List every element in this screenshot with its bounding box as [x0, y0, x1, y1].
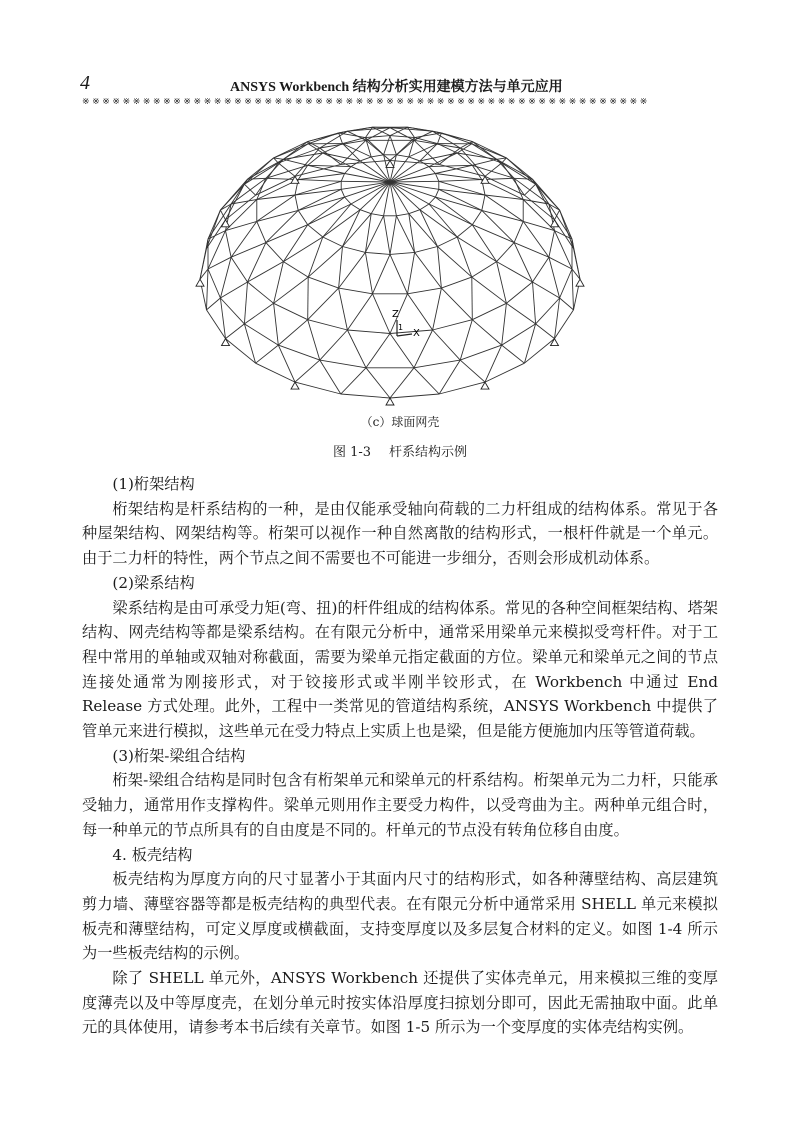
lattice-member: [441, 277, 471, 288]
lattice-member: [308, 225, 323, 237]
lattice-member: [366, 334, 390, 368]
lattice-member: [472, 320, 501, 345]
lattice-member: [485, 176, 524, 195]
lattice-member: [414, 368, 439, 394]
lattice-member: [390, 136, 415, 138]
lattice-member: [295, 195, 298, 210]
lattice-member: [408, 252, 415, 293]
lattice-member: [384, 136, 390, 155]
lattice-member: [220, 298, 244, 324]
lattice-member: [339, 252, 366, 288]
lattice-member: [308, 133, 339, 142]
lattice-member: [295, 382, 341, 394]
lattice-member: [295, 189, 341, 195]
lattice-member: [278, 320, 307, 345]
lattice-member: [351, 204, 360, 210]
lattice-member: [435, 174, 481, 180]
lattice-member: [341, 174, 344, 182]
lattice-member: [497, 243, 514, 262]
lattice-member: [266, 210, 298, 242]
lattice-member: [220, 257, 231, 298]
paragraph: (2)梁系结构: [112, 573, 195, 592]
header-ornament-rule: ※※※※※※※※※※※※※※※※※※※※※※※※※※※※※※※※※※※※※※※※※※※※※※※※※※※※※※※※: [82, 98, 650, 106]
lattice-member: [439, 180, 482, 182]
lattice-member: [248, 262, 284, 282]
lattice-member: [373, 127, 391, 128]
lattice-member: [323, 237, 343, 247]
lattice-member: [390, 252, 415, 254]
lattice-member: [390, 330, 433, 334]
lattice-member: [408, 294, 433, 330]
figure-number: 图 1-3: [332, 445, 372, 460]
lattice-member: [373, 254, 391, 293]
lattice-member: [308, 320, 348, 330]
lattice-member: [208, 269, 220, 298]
lattice-member: [220, 282, 247, 298]
lattice-member: [414, 360, 460, 368]
lattice-member: [549, 257, 572, 269]
lattice-member: [549, 257, 560, 298]
lattice-member: [390, 216, 396, 255]
lattice-member: [308, 320, 320, 360]
lattice-member: [439, 382, 485, 394]
lattice-member: [320, 360, 366, 368]
lattice-member: [514, 243, 532, 282]
lattice-member: [365, 252, 390, 254]
lattice-member: [323, 153, 351, 167]
lattice-member: [226, 231, 232, 258]
paragraph: (1)桁架结构: [112, 475, 195, 493]
lattice-member: [409, 210, 420, 214]
lattice-member: [208, 257, 231, 269]
spherical-lattice-shell-diagram: [190, 112, 590, 412]
lattice-member: [341, 368, 366, 394]
lattice-member: [457, 225, 472, 237]
paragraph: 除了 SHELL 单元外，ANSYS Workbench 还提供了实体壳单元，用来模拟三维的变厚度薄壳以及中等厚度壳，在划分单元时按实体沿厚度扫掠划分即可，因此无需抽取中面。此单元的具体使用，请参考本书后续有关章节。如图 1-5 所示为一个变厚度的实体壳结构实例。: [82, 969, 718, 1037]
lattice-member: [414, 131, 433, 140]
lattice-member: [506, 282, 532, 303]
figure-subcaption: （c）球面网壳: [360, 415, 440, 429]
paragraph: 桁架结构是杆系结构的一种，是由仅能承受轴向荷载的二力杆组成的结构体系。常见于各种屋架结构、网架结构等。桁架可以视作一种自然离散的结构形式，一根杆件就是一个单元。由于二力杆的特性，两个节点之间不需要也不可能进一步细分，否则会形成机动体系。: [82, 499, 718, 568]
lattice-member: [323, 204, 351, 237]
lattice-member: [274, 303, 279, 345]
lattice-member: [283, 237, 322, 262]
lattice-member: [409, 157, 420, 161]
lattice-member: [341, 181, 390, 182]
lattice-member: [207, 210, 221, 248]
paragraph: 桁架-梁组合结构是同时包含有桁架单元和梁单元的杆系结构。桁架单元为二力杆，只能承受轴力，通常用作支撑构件。梁单元则用作主要受力构件，以受弯曲为主。两种单元组合时，每一种单元的节点所具有的自由度是不同的。杆单元的节点没有转角位移自由度。: [82, 771, 718, 839]
lattice-member: [365, 252, 372, 293]
lattice-member: [536, 298, 560, 324]
lattice-member: [502, 163, 536, 184]
lattice-member: [429, 167, 435, 174]
lattice-member: [429, 204, 457, 237]
lattice-member: [298, 180, 341, 182]
lattice-member: [226, 339, 256, 364]
lattice-member: [560, 269, 572, 298]
lattice-member: [295, 360, 320, 382]
lattice-member: [256, 345, 279, 363]
lattice-member: [433, 330, 461, 360]
lattice-member: [390, 160, 439, 164]
lattice-member: [298, 174, 344, 180]
support-symbol: [196, 279, 204, 286]
lattice-member: [347, 330, 390, 334]
lattice-member: [320, 330, 348, 360]
dome-figure: [190, 112, 590, 412]
lattice-member: [536, 324, 555, 339]
support-symbol: [551, 339, 559, 346]
lattice-member: [482, 210, 523, 221]
lattice-member: [429, 153, 457, 167]
lattice-member: [371, 155, 383, 157]
lattice-member: [308, 197, 345, 225]
lattice-member: [390, 127, 408, 128]
lattice-member: [371, 214, 383, 216]
lattice-member: [441, 288, 472, 320]
lattice-member: [409, 144, 438, 157]
lattice-member: [360, 210, 371, 214]
lattice-member: [472, 277, 473, 320]
figure-caption: [0, 441, 800, 460]
lattice-member: [457, 237, 496, 262]
paragraph: 4. 板壳结构: [112, 845, 193, 864]
lattice-member: [345, 197, 351, 204]
lattice-member: [308, 277, 309, 320]
lattice-member: [248, 282, 274, 303]
lattice-member: [433, 288, 442, 330]
lattice-member: [390, 254, 408, 293]
lattice-member: [485, 363, 524, 382]
lattice-member: [533, 282, 560, 298]
lattice-member: [408, 288, 442, 294]
lattice-member: [396, 214, 408, 216]
support-symbol: [386, 160, 394, 167]
figure-title: 杆系结构示例: [389, 445, 468, 460]
lattice-member: [429, 197, 435, 204]
lattice-member: [360, 157, 371, 161]
lattice-member: [472, 303, 506, 319]
page-number: 4: [80, 72, 90, 94]
lattice-member: [244, 303, 273, 324]
lattice-member: [257, 210, 298, 221]
lattice-member: [396, 155, 408, 157]
lattice-member: [497, 262, 533, 282]
lattice-member: [345, 174, 390, 183]
lattice-member: [533, 257, 549, 282]
lattice-member: [460, 360, 485, 382]
lattice-member: [345, 167, 351, 174]
lattice-member: [435, 174, 438, 182]
lattice-member: [278, 142, 307, 164]
lattice-member: [283, 262, 308, 278]
lattice-member: [572, 269, 574, 310]
lattice-member: [266, 243, 284, 262]
lattice-member: [248, 243, 266, 282]
lattice-member: [244, 163, 278, 184]
lattice-member: [524, 339, 554, 364]
lattice-member: [420, 210, 438, 247]
lattice-member: [256, 176, 295, 195]
lattice-member: [373, 294, 391, 334]
lattice-member: [390, 136, 396, 155]
lattice-member: [435, 189, 438, 197]
axis-y-label: 1: [398, 323, 404, 332]
lattice-member: [435, 197, 472, 225]
paragraph: (3)桁架-梁组合结构: [112, 746, 246, 765]
lattice-member: [207, 269, 209, 310]
paragraph: 梁系结构是由可承受力矩(弯、扭)的杆件组成的结构体系。常见的各种空间框架结构、塔架结构、网壳结构等都是梁系结构。在有限元分析中，通常采用梁单元来模拟受弯杆件。对于工程中常用的单轴或双轴对称截面，需要为梁单元指定截面的方位。梁单元和梁单元之间的节点连接处通常为刚接形式，对于铰接形式或半刚半铰形式，在 Workbench 中通过 End Release 方式处理。此外，工程中一类常见的管道结构系统，ANSYS Workbench 中提供了管单元来进行模拟，这些单元在受力特点上实质上也是梁，但是能方便施加内压等管道荷载。: [82, 598, 718, 741]
lattice-member: [341, 189, 344, 197]
lattice-member: [415, 252, 442, 288]
lattice-member: [460, 320, 472, 360]
lattice-member: [420, 204, 429, 210]
lattice-member: [347, 131, 366, 140]
lattice-member: [366, 368, 390, 398]
lattice-member: [308, 288, 339, 320]
lattice-member: [384, 216, 390, 255]
axis-x-label: X: [413, 328, 420, 339]
lattice-member: [365, 127, 372, 137]
lattice-member: [343, 144, 361, 161]
lattice-member: [533, 282, 536, 324]
lattice-member: [560, 210, 574, 248]
lattice-member: [339, 288, 348, 330]
lattice-member: [472, 142, 501, 164]
lattice-member: [308, 277, 338, 288]
lattice-member: [439, 189, 485, 195]
lattice-member: [390, 394, 439, 398]
lattice-member: [441, 133, 472, 142]
lattice-member: [433, 320, 473, 330]
lattice-member: [560, 298, 574, 310]
lattice-member: [514, 221, 523, 242]
running-title: ANSYS Workbench 结构分析实用建模方法与单元应用: [230, 80, 563, 95]
lattice-member: [244, 158, 273, 184]
lattice-member: [343, 210, 361, 247]
lattice-member: [506, 158, 535, 184]
lattice-member: [343, 144, 372, 157]
support-symbol: [576, 279, 584, 286]
lattice-member: [390, 174, 435, 183]
lattice-member: [390, 181, 439, 182]
lattice-member: [226, 324, 245, 339]
lattice-member: [415, 247, 438, 253]
lattice-member: [502, 303, 507, 345]
lattice-member: [341, 394, 390, 398]
lattice-member: [420, 144, 438, 161]
lattice-member: [472, 210, 482, 224]
lattice-member: [482, 195, 485, 210]
lattice-member: [343, 247, 366, 253]
support-symbol: [222, 339, 230, 346]
lattice-member: [472, 262, 497, 278]
lattice-member: [347, 294, 372, 330]
lattice-member: [298, 210, 308, 224]
paragraph: 板壳结构为厚度方向的尺寸显著小于其面内尺寸的结构形式，如各种薄壁结构、高层建筑剪力墙、薄壁容器等都是板壳结构的典型代表。在有限元分析中通常采用 SHELL 单元来模拟板壳和薄壁结构，可定义厚度或横截面，支持变厚度以及多层复合材料的定义。如图 1-4 所示为一些板壳结构的示例。: [82, 870, 718, 963]
lattice-member: [365, 136, 390, 138]
lattice-member: [339, 288, 373, 294]
support-symbol: [386, 398, 394, 405]
lattice-member: [257, 221, 266, 242]
lattice-member: [502, 345, 525, 363]
lattice-member: [244, 184, 255, 195]
lattice-member: [506, 303, 535, 324]
lattice-member: [339, 247, 343, 289]
lattice-member: [244, 282, 247, 324]
lattice-member: [549, 231, 555, 258]
lattice-member: [231, 257, 247, 282]
lattice-member: [408, 127, 415, 137]
lattice-member: [438, 247, 442, 289]
lattice-member: [207, 298, 221, 310]
body-text: [82, 472, 718, 1040]
lattice-member: [256, 363, 295, 382]
lattice-member: [347, 330, 366, 368]
lattice-member: [390, 368, 414, 398]
lattice-member: [274, 303, 308, 319]
lattice-member: [524, 184, 535, 195]
lattice-member: [341, 160, 390, 164]
lattice-member: [390, 334, 414, 368]
coordinate-triad: [392, 309, 420, 339]
axis-z-label: Z: [392, 309, 399, 320]
lattice-member: [482, 210, 514, 242]
lattice-member: [438, 237, 458, 247]
